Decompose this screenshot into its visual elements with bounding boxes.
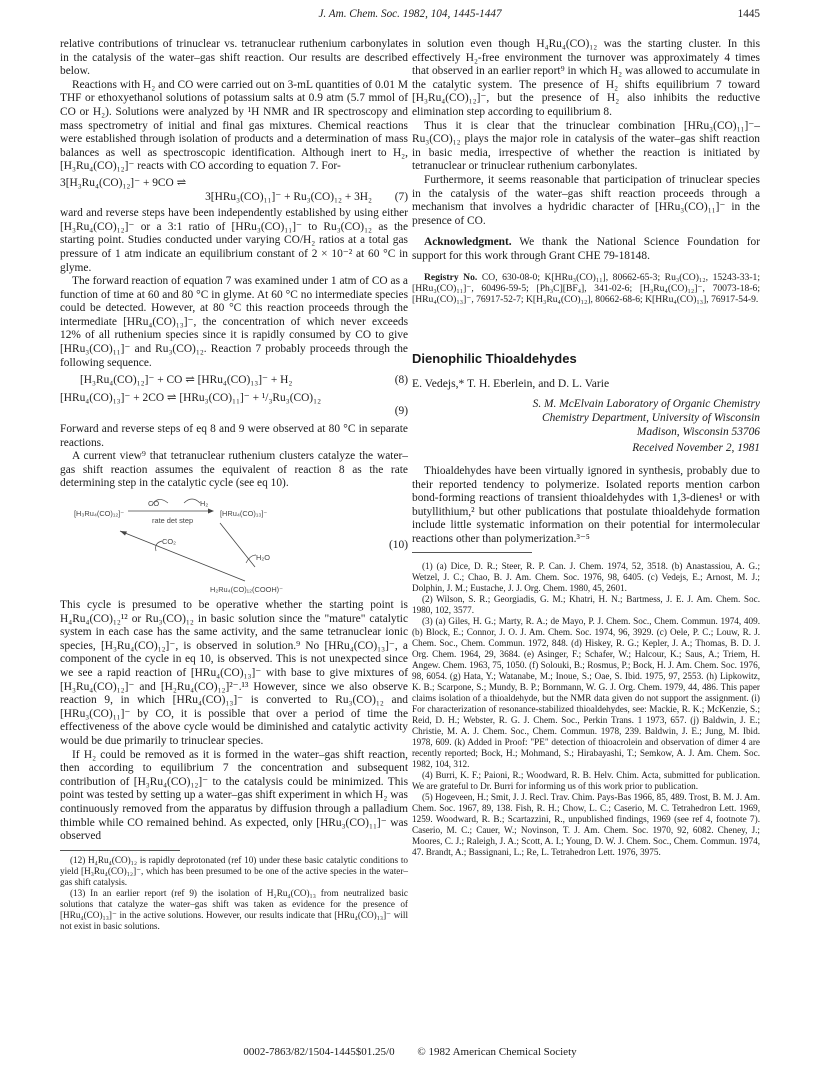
equation-7-line-2: 3[HRu₃(CO)₁₁]⁻ + Ru₃(CO)₁₂ + 3H₂: [205, 190, 372, 203]
catalytic-cycle-scheme: [60, 497, 408, 593]
footnote-12: (12) H₄Ru₄(CO)₁₂ is rapidly deprotonated (ref 10) under these basic catalytic conditions to yield [H₃Ru₄(CO)₁₂]⁻, which has been presumed to be one of the active species in the water–gas shift catalysis.: [60, 854, 408, 887]
journal-citation: J. Am. Chem. Soc. 1982, 104, 1445-1447: [318, 8, 502, 20]
down-arrow: [220, 523, 255, 567]
h2-out-arc: [184, 499, 200, 503]
left-column: [60, 38, 408, 932]
affiliation-line: Chemistry Department, University of Wisconsin: [542, 411, 760, 424]
copyright: © 1982 American Chemical Society: [417, 1046, 577, 1058]
scheme-left-species: [H₃Ru₄(CO)₁₂]⁻: [74, 509, 125, 518]
equation-number: (10): [389, 539, 408, 551]
paragraph: Furthermore, it seems reasonable that participation of trinuclear species in the catalysis of the water–gas shift reaction proceeds through a mechanism that involves a hydridic character of [HRu₃(CO)₁₁]⁻ in the presence of CO.: [412, 173, 760, 227]
equation-9: [60, 392, 408, 419]
reference-2: (2) Wilson, S. R.; Georgiadis, G. M.; Khatri, H. N.; Bartmess, J. E. J. Am. Chem. Soc. 1980, 102, 3577.: [412, 594, 760, 616]
page-number: 1445: [737, 8, 760, 20]
affiliation: [412, 397, 760, 455]
paragraph: in solution even though H₄Ru₄(CO)₁₂ was the starting cluster. In this effectively H₂-free environment the turnover was approximately 4 times that observed in an earlier report⁹ in which H₂ was allowed to accumulate in the catalytic system. The presence of H₂ shifts equilibrium 7 toward [H₃Ru₄(CO)₁₂]⁻, but the presence of H₂ also inhibits the reductive elimination step according to equilibrium 8.: [412, 38, 760, 118]
paragraph: Reactions with H₂ and CO were carried out on 3-mL quantities of 0.01 M THF or ethoxyethanol solutions of potassium salts at 0.9 atm (5.7 mmol of CO or H₂). Solutions were analyzed by ¹H NMR and IR spectroscopy and mass spectrometry of initial and final gas mixtures. Chemical reactions were established through isolation of products and a determination of mass balances as well as spectroscopic identification. Although inert to H₂, [H₃Ru₄(CO)₁₂]⁻ reacts with CO according to equation 7. For-: [60, 78, 408, 173]
paragraph: Forward and reverse steps of eq 8 and 9 were observed at 80 °C in separate reactions.: [60, 423, 408, 449]
equation-7-line-1: 3[H₃Ru₄(CO)₁₂]⁻ + 9CO ⇌: [60, 176, 187, 189]
running-head: [60, 8, 760, 26]
reference-1: (1) (a) Dice, D. R.; Steer, R. P. Can. J. Chem. 1974, 52, 3518. (b) Anastassiou, A. G.; Wetzel, J. C.; Chao, B. J. Am. Chem. Soc. 1976, 98, 6405. (c) Vedejs, E.; Arnost, M. J.; Dolphin, J. M.; Eustache, J. J. Org. Chem. 1980, 45, 2601.: [412, 561, 760, 594]
scheme-h2-label: H₂: [200, 499, 209, 508]
affiliation-line: Madison, Wisconsin 53706: [636, 425, 760, 438]
right-column: [412, 38, 760, 858]
acknowledgment-heading: Acknowledgment.: [424, 236, 512, 249]
abstract: Thioaldehydes have been virtually ignored in synthesis, probably due to their reported tendency to polymerize. Isolated reports mention carbon bond-forming reactions of transient thioaldehydes with 1,3-dienes¹ or with butyllithium,² but other publications that postulate thioaldehyde formation include little systematic information on their potential for intermolecular reactions other than polymerization.³⁻⁵: [412, 464, 760, 545]
paragraph: ward and reverse steps have been independently established by using either [H₃Ru₄(CO)₁₂]⁻ or a 3:1 ratio of [HRu₃(CO)₁₁]⁻ to Ru₃(CO)₁₂ as the starting point. Studies conducted under varying CO/H₂ ratios at a total gas pressure of 1 atm indicate an equilibrium constant of 2 × 10⁻² at 60 °C in glyme.: [60, 207, 408, 274]
page-footer: [0, 1046, 820, 1058]
equation-7: [60, 177, 408, 204]
reference-5: (5) Hogeveen, H.; Smit, J. J. Recl. Trav. Chim. Pays-Bas 1966, 85, 489. Trost, B. M. J. Am. Chem. Soc. 1967, 89, 138. Fish, R. H.; Chow, L. C.; Caserio, M. C. Tetrahedron Lett. 1969, 1259. Woodward, R. B.; Scartazzini, R., unpublished findings, 1969 (see ref 4, footnote 7). Caserio, M. C.; Cauer, W.; Novinson, T. J. Am. Chem. Soc. 1970, 92, 6082. Cheney, J.; Moores, C. J.; Raleigh, J. A.; Scott, A. I.; Young, D. W. J. Chem. Soc., Chem. Commun. 1974, 47. Brandt, A.; Bassignani, L.; Re, L. Tetrahedron Lett. 1976, 3975.: [412, 792, 760, 858]
footnote-13: (13) In an earlier report (ref 9) the isolation of H₂Ru₄(CO)₁₃ from neutralized basic solutions that catalyze the water–gas shift was taken as evidence for the presence of [HRu₄(CO)₁₃]⁻ in the active solutions. However, our results indicate that [HRu₄(CO)₁₃]⁻ will not exist in basic solutions.: [60, 887, 408, 931]
equation-number: (9): [394, 405, 408, 418]
scheme-step-label: rate det step: [152, 516, 194, 525]
equation-number: (8): [394, 374, 408, 387]
equation-8-body: [H₃Ru₄(CO)₁₂]⁻ + CO ⇌ [HRu₄(CO)₁₃]⁻ + H₂: [80, 374, 293, 387]
affiliation-line: S. M. McElvain Laboratory of Organic Chemistry: [532, 397, 760, 410]
reference-4: (4) Burri, K. F.; Paioni, R.; Woodward, R. B. Helv. Chim. Acta, submitted for publication. We are grateful to Dr. Burri for informing us of this work prior to publication.: [412, 770, 760, 792]
footnote-divider: [60, 850, 180, 851]
return-arrow: [120, 531, 245, 581]
scheme-bottom-species: H₂Ru₄(CO)₁₂(COOH)⁻: [210, 585, 284, 594]
price-code: 0002-7863/82/1504-1445$01.25/0: [243, 1046, 395, 1058]
received-date: Received November 2, 1981: [632, 441, 760, 454]
paragraph: If H₂ could be removed as it is formed in the water–gas shift reaction, then according to equilibrium 7 the concentration and subsequent contribution of [H₃Ru₄(CO)₁₂]⁻ to the catalysis could be minimized. This point was tested by setting up a water–gas shift experiment in which H₂ was continuously removed from the apparatus by diffusion through a palladium thimble while CO remained behind. As expected, only [HRu₃(CO)₁₁]⁻ was observed: [60, 748, 408, 843]
return-arrowhead: [120, 531, 127, 536]
registry-text: CO, 630-08-0; K[HRu₃(CO)₁₁], 80662-65-3; Ru₃(CO)₁₂, 15243-33-1; [HRu₃(CO)₁₁]⁻, 60496-59-5; [Ph₃C][BF₄], 341-02-6; [H₃Ru₄(CO)₁₂]⁻, 70073-18-6; [HRu₄(CO)₁₃]⁻, 76917-52-7; K[H₃Ru₄(CO)₁₂], 80662-68-6; K[HRu₄(CO)₁₃], 76917-54-9.: [412, 271, 760, 306]
authors: E. Vedejs,* T. H. Eberlein, and D. L. Varie: [412, 377, 610, 391]
references: [412, 561, 760, 858]
scheme-co-label: CO: [148, 499, 160, 508]
equation-number: (7): [394, 190, 408, 203]
references-divider: [412, 552, 532, 553]
registry-numbers: [412, 272, 760, 306]
paragraph: This cycle is presumed to be operative whether the starting point is H₄Ru₄(CO)₁₂¹² or Ru₃(CO)₁₂ in basic solution since the "mature" catalytic system in each case has the same activity, and the same tetranuclear ionic species, [H₃Ru₄(CO)₁₂]⁻, is observed in solution.⁹ No [HRu₄(CO)₁₃]⁻, a component of the cycle in eq 10, is observed. This is not unexpected since we see a rapid reaction of [HRu₄(CO)₁₃]⁻ with base to give mixtures of [H₃Ru₄(CO)₁₂]⁻ and [H₂Ru₄(CO)₁₂]²⁻.¹³ However, since we also observe reaction 9, in which [HRu₄(CO)₁₃]⁻ is converted to Ru₃(CO)₁₂ and [HRu₃(CO)₁₁]⁻ by CO, it is possible that over a period of time the effectiveness of the above cycle would be diminished and catalytic activity would be due primarily to trinuclear species.: [60, 599, 408, 747]
registry-heading: Registry No.: [424, 271, 478, 283]
paragraph: The forward reaction of equation 7 was examined under 1 atm of CO as a function of time at 60 and 80 °C in glyme. At 60 °C no intermediate species could be detected. However, at 80 °C this reaction proceeds through the intermediate [HRu₄(CO)₁₃]⁻, the concentration of which never exceeds 12% of all ruthenium species since it is rapidly consumed by CO to give [HRu₃(CO)₁₁]⁻ and Ru₃(CO)₁₂. Reaction 7 probably proceeds through the following sequence.: [60, 275, 408, 369]
forward-arrowhead: [208, 509, 214, 514]
acknowledgment-text: We thank the National Science Foundation for support for this work through Grant CHE 79-18148.: [412, 236, 760, 262]
scheme-h2o-label: H₂O: [256, 553, 270, 562]
acknowledgment: [412, 236, 760, 263]
paragraph: A current view⁹ that tetranuclear ruthenium clusters catalyze the water–gas shift reaction assumes the equivalent of reaction 8 as the rate determining step in the catalytic cycle (see eq 10).: [60, 450, 408, 490]
equation-8: [60, 374, 408, 388]
footnotes: [60, 855, 408, 932]
reference-3: (3) (a) Giles, H. G.; Marty, R. A.; de Mayo, P. J. Chem. Soc., Chem. Commun. 1974, 409. (b) Block, E.; Connor, J. O. J. Am. Chem. Soc. 1974, 96, 3929. (c) Oele, P. C.; Louw, R. J. Chem. Soc., Chem. Commun. 1972, 848. (d) Hiskey, R. G.; Kepler, J. A.; Thomas, B. D. J. Org. Chem. 1964, 29, 3684. (e) Asinger, F.; Schafer, W.; Halcour, K.; Saus, A.; Triem, H. Angew. Chem. 1963, 75, 1050. (f) Solouki, B.; Rosmus, P.; Bock, H. J. Am. Chem. Soc. 1976, 98, 6054. (g) Hata, Y.; Watanabe, M.; Inoue, S.; Oae, S. Ibid. 1975, 97, 2553. (h) Lipkowitz, K. B.; Scarpone, S.; Mundy, B. P.; Bornmann, W. G. J. Org. Chem. 1979, 44, 486. This paper claims isolation of a thioaldehyde, but the NMR data given do not support the assignment. (i) For characterization of resonance-stabilized thioaldehydes, see: Mackie, R. K.; McKenzie, S.; Reid, D. H.; Webster, R. G. J. Chem. Soc., Perkin Trans. 1 1973, 657. (j) Baldwin, J. E.; Christie, M. A. J. Chem. Soc., Chem. Commun. 1978, 239. Baldwin, J. E.; Jung, M. Ibid. 1978, 609. (k) Added in Proof: "PE" detection of thioacrolein and observation of dimer 4 are recently reported; Bock, H.; Mohmand, S.; Hirabayashi, T.; Semkow, A. J. Am. Chem. Soc. 1982, 104, 312.: [412, 616, 760, 770]
article-title: Dienophilic Thioaldehydes: [412, 350, 577, 366]
paragraph: relative contributions of trinuclear vs. tetranuclear ruthenium carbonylates in the catalysis of the water–gas shift reaction. Our results are described below.: [60, 38, 408, 78]
scheme-co2-label: CO₂: [162, 537, 176, 546]
paragraph: Thus it is clear that the trinuclear combination [HRu₃(CO)₁₁]⁻–Ru₃(CO)₁₂ plays the major role in catalysis of the water–gas shift reaction in basic media, irrespective of whether the reaction is initiated by tetranuclear or trinuclear ruthenium carbonylates.: [412, 119, 760, 173]
equation-9-body: [HRu₄(CO)₁₃]⁻ + 2CO ⇌ [HRu₃(CO)₁₁]⁻ + ¹/₃Ru₃(CO)₁₂: [60, 391, 322, 404]
scheme-right-species: [HRu₄(CO)₁₃]⁻: [220, 509, 268, 518]
